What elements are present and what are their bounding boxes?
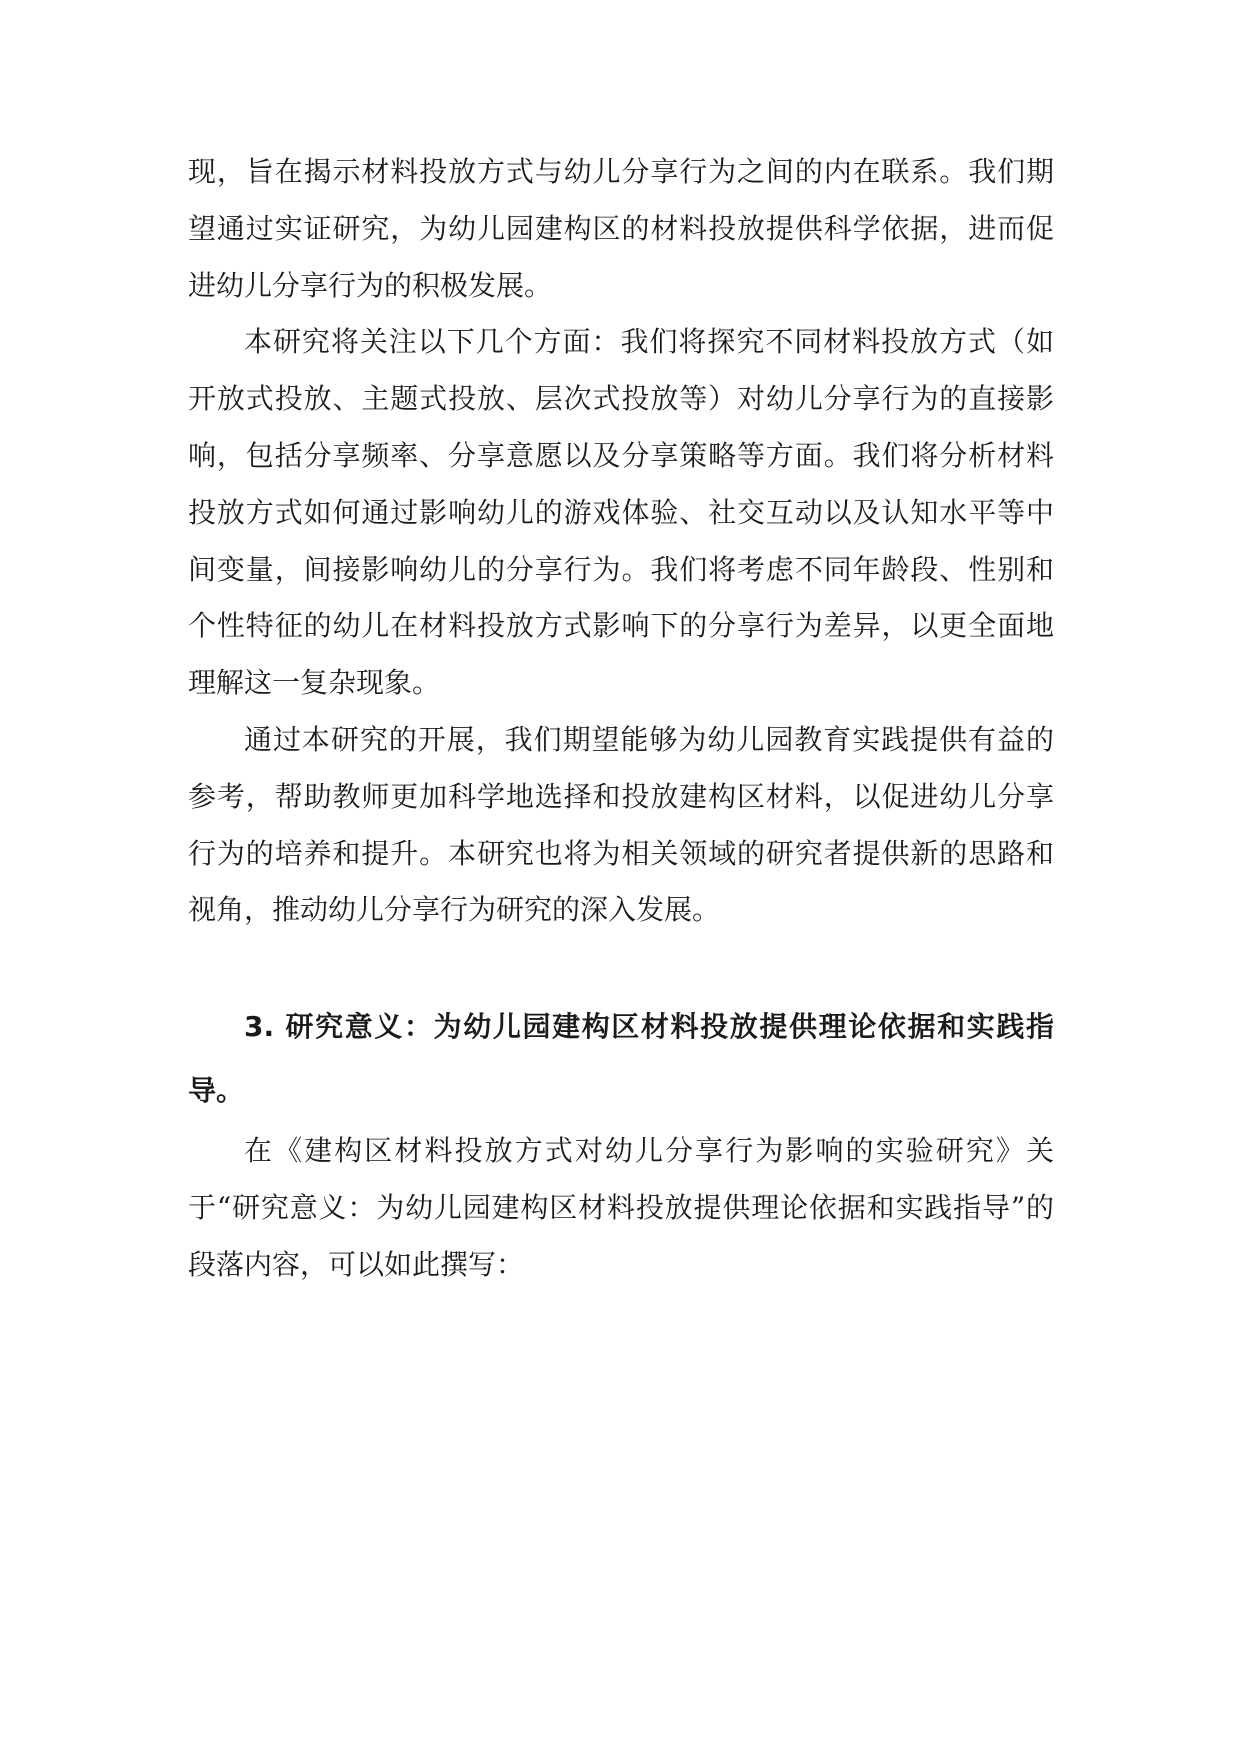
paragraph-research-focus: 本研究将关注以下几个方面：我们将探究不同材料投放方式（如开放式投放、主题式投放、层次式投放等）对幼儿分享行为的直接影响，包括分享频率、分享意愿以及分享策略等方面。我们将分析材料投放方式如何通过影响幼儿的游戏体验、社交互动以及认知水平等中间变量，间接影响幼儿的分享行为。我们将考虑不同年龄段、性别和个性特征的幼儿在材料投放方式影响下的分享行为差异，以更全面地理解这一复杂现象。: [188, 325, 1054, 700]
paragraph-significance-intro: 在《建构区材料投放方式对幼儿分享行为影响的实验研究》关于“研究意义：为幼儿园建构区材料投放提供理论依据和实践指导”的段落内容，可以如此撰写：: [188, 1134, 1054, 1281]
document-body: [188, 144, 1054, 1294]
paragraph-continuation: 现，旨在揭示材料投放方式与幼儿分享行为之间的内在联系。我们期望通过实证研究，为幼儿园建构区的材料投放提供科学依据，进而促进幼儿分享行为的积极发展。: [188, 155, 1054, 302]
paragraph-expected-outcome: 通过本研究的开展，我们期望能够为幼儿园教育实践提供有益的参考，帮助教师更加科学地选择和投放建构区材料，以促进幼儿分享行为的培养和提升。本研究也将为相关领域的研究者提供新的思路和视角，推动幼儿分享行为研究的深入发展。: [188, 722, 1054, 927]
section-heading: 3. 研究意义：为幼儿园建构区材料投放提供理论依据和实践指导。: [188, 1010, 1054, 1108]
